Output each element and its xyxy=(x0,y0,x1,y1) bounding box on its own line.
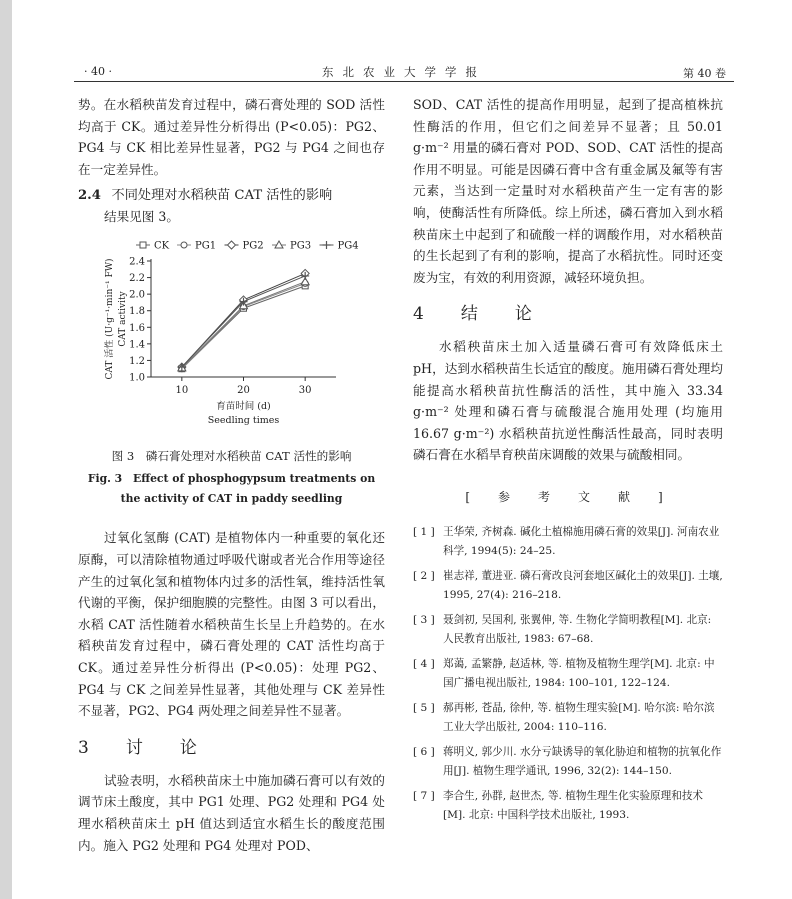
reference-list xyxy=(413,523,723,825)
series-line-pg3 xyxy=(182,282,305,368)
page-edge xyxy=(0,0,12,899)
cat-activity-chart xyxy=(78,231,385,443)
legend-label: CK xyxy=(154,240,170,252)
reference-number: [ 6 ] xyxy=(413,745,435,758)
y-tick-label: 1.0 xyxy=(129,372,145,384)
reference-item xyxy=(413,523,723,561)
reference-number: [ 2 ] xyxy=(413,569,435,582)
reference-text: 聂剑初, 吴国利, 张翼伸, 等. 生物化学简明教程[M]. 北京: 人民教育出版社, 1983: 67–68. xyxy=(443,613,712,645)
reference-item xyxy=(413,567,723,605)
journal-title: 东北农业大学学报 xyxy=(322,65,486,79)
legend-marker xyxy=(140,242,146,248)
volume-label: 第 40 卷 xyxy=(683,67,726,80)
section-title: 不同处理对水稻秧苗 CAT 活性的影响 xyxy=(111,188,333,204)
paragraph: 过氧化氢酶 (CAT) 是植物体内一种重要的氧化还原酶，可以清除植物通过呼吸代谢或者光合作用等途径产生的过氧化氢和植物体内过多的活性氧，维持活性氧代谢的平衡，保护细胞膜的完整性。由图 3 可以看出，水稻 CAT 活性随着水稻秧苗生长呈上升趋势的。在水稻秧苗发育过程中，磷石膏处理的 CAT 活性均高于 CK。通过差异性分析得出 (P<0.05)：处理 PG2、PG4 与 CK 之间差异性显著，其他处理与 CK 差异性不显著，PG2、PG4 两处理之间差异性不显著。 xyxy=(78,530,385,719)
reference-number: [ 5 ] xyxy=(413,701,435,714)
reference-item xyxy=(413,743,723,781)
reference-number: [ 7 ] xyxy=(413,789,435,802)
reference-number: [ 1 ] xyxy=(413,525,435,538)
running-header xyxy=(74,62,734,82)
reference-text: 蒋明义, 郭少川. 水分亏缺诱导的氧化胁迫和植物的抗氧化作用[J]. 植物生理学通讯, 1996, 32(2): 144–150. xyxy=(443,745,722,777)
left-column xyxy=(78,94,385,856)
y-tick-label: 1.4 xyxy=(129,339,145,351)
reference-item xyxy=(413,787,723,825)
y-tick-label: 1.6 xyxy=(129,323,145,335)
figure-caption-en: Fig. 3 Effect of phosphogypsum treatments on the activity of CAT in paddy seedling xyxy=(87,472,376,506)
y-tick-label: 2.0 xyxy=(129,290,145,302)
y-axis-label-cn: CAT 活性 (U·g⁻¹·min⁻¹ FW) xyxy=(105,258,115,380)
reference-item xyxy=(413,611,723,649)
page-number: · 40 · xyxy=(84,65,112,78)
y-tick-label: 2.2 xyxy=(129,273,145,285)
section-heading-3: 3 讨 论 xyxy=(78,737,207,758)
legend-label: PG3 xyxy=(290,240,312,252)
y-tick-label: 1.2 xyxy=(129,356,145,368)
series-line-pg2 xyxy=(182,274,305,368)
reference-text: 王华荣, 齐树森. 碱化土植棉施用磷石膏的效果[J]. 河南农业科学, 1994(5): 24–25. xyxy=(443,525,720,557)
x-axis-label-en: Seedling times xyxy=(207,415,280,427)
reference-item xyxy=(413,699,723,737)
x-axis-label-cn: 育苗时间 (d) xyxy=(216,401,271,413)
paragraph: 水稻秧苗床土加入适量磷石膏可有效降低床土 pH，达到水稻秧苗生长适宜的酸度。施用磷石膏处理均能提高水稻秧苗抗性酶活的活性，其中施入 33.34 g·m⁻² 处理和磷石膏与硫酸混合施用处理 (均施用 16.67 g·m⁻²) 水稻秧苗抗逆性酶活性最高，同时表明磷石膏在水稻旱育秧苗床调酸的效果与硫酸相同。 xyxy=(413,339,723,463)
figure-reference: 结果见图 3。 xyxy=(104,209,179,225)
reference-number: [ 3 ] xyxy=(413,613,435,626)
figure-3 xyxy=(78,231,385,507)
legend-label: PG1 xyxy=(195,240,217,252)
y-tick-label: 2.4 xyxy=(129,256,145,268)
x-tick-label: 10 xyxy=(175,385,189,397)
legend-label: PG2 xyxy=(242,240,264,252)
paragraph: 势。在水稻秧苗发育过程中，磷石膏处理的 SOD 活性均高于 CK。通过差异性分析得出 (P<0.05)：PG2、PG4 与 CK 相比差异性显著，PG2 与 PG4 之间也存在一定差异性。 xyxy=(78,97,385,177)
reference-text: 郑蔼, 孟繁静, 赵适林, 等. 植物及植物生理学[M]. 北京: 中国广播电视出版社, 1984: 100–101, 122–124. xyxy=(443,657,715,689)
section-heading-2-4 xyxy=(78,186,385,206)
legend-marker xyxy=(323,241,331,249)
legend-label: PG4 xyxy=(337,240,359,252)
figure-caption-cn: 图 3 磷石膏处理对水稻秧苗 CAT 活性的影响 xyxy=(111,449,352,464)
references-heading: [ 参 考 文 献 ] xyxy=(465,489,671,504)
y-axis-label-en: CAT activity xyxy=(118,291,128,348)
right-column xyxy=(413,94,723,831)
legend-marker xyxy=(228,241,236,249)
reference-number: [ 4 ] xyxy=(413,657,435,670)
legend-marker xyxy=(181,242,187,248)
paragraph: SOD、CAT 活性的提高作用明显，起到了提高植株抗性酶活的作用，但它们之间差异不显著；且 50.01 g·m⁻² 用量的磷石膏对 POD、SOD、CAT 活性的提高作用不明显。可能是因磷石膏中含有重金属及氟等有害元素，当达到一定量时对水稻秧苗产生一定有害的影响，使酶活性有所降低。综上所述，磷石膏加入到水稻秧苗床土中起到了和硫酸一样的调酸作用，对水稻秧苗的生长起到了有利的影响，提高了水稻抗性。同时还变废为宝，有效的利用资源，减轻环境负担。 xyxy=(413,97,723,285)
x-tick-label: 20 xyxy=(237,385,250,397)
series-line-pg4 xyxy=(182,276,305,367)
reference-text: 崔志祥, 董进亚. 磷石膏改良河套地区碱化土的效果[J]. 土壤, 1995, 27(4): 216–218. xyxy=(443,569,723,601)
reference-item xyxy=(413,655,723,693)
section-heading-4: 4 结 论 xyxy=(413,304,542,325)
paragraph: 试验表明，水稻秧苗床土中施加磷石膏可以有效的调节床土酸度，其中 PG1 处理、PG2 处理和 PG4 处理水稻秧苗床土 pH 值达到适宜水稻生长的酸度范围内。施入 PG2 处理和 PG4 处理对 POD、 xyxy=(78,772,385,853)
x-tick-label: 30 xyxy=(298,385,312,397)
reference-text: 李合生, 孙群, 赵世杰, 等. 植物生理生化实验原理和技术[M]. 北京: 中国科学技术出版社, 1993. xyxy=(443,789,704,821)
section-number: 2.4 xyxy=(78,188,101,204)
y-tick-label: 1.8 xyxy=(129,306,145,318)
reference-text: 郝再彬, 苍晶, 徐仲, 等. 植物生理实验[M]. 哈尔滨: 哈尔滨工业大学出版社, 2004: 110–116. xyxy=(443,701,715,733)
